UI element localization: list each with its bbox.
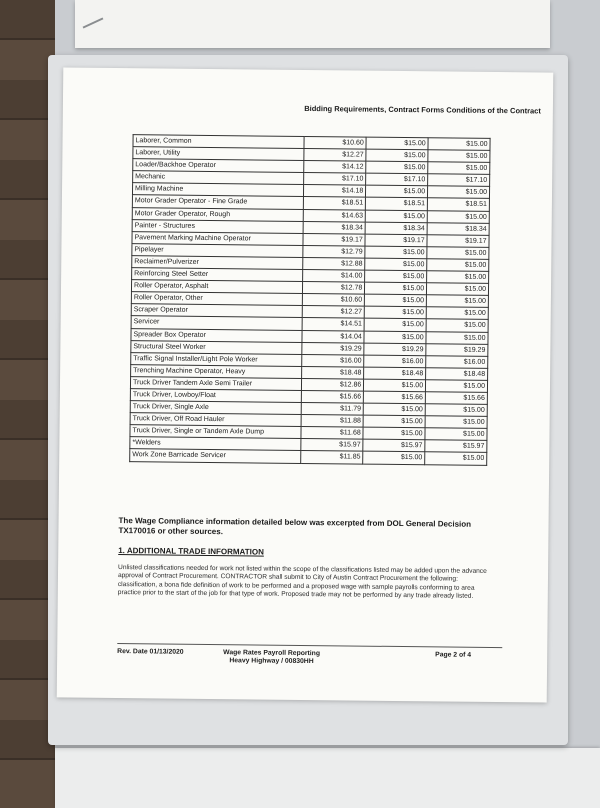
rate-cell: $19.29: [364, 343, 426, 356]
base-rate-cell: $12.78: [303, 282, 365, 295]
classification-cell: Motor Grader Operator, Rough: [132, 207, 304, 221]
base-rate-cell: $14.18: [304, 185, 366, 198]
classification-cell: Mechanic: [133, 171, 305, 185]
classification-cell: Reclaimer/Pulverizer: [132, 256, 304, 270]
classification-cell: Roller Operator, Other: [131, 292, 303, 306]
rate-cell: $15.00: [366, 161, 428, 174]
classification-cell: Roller Operator, Asphalt: [131, 280, 303, 294]
wage-table-body: [130, 135, 490, 465]
rate-cell: $15.00: [363, 452, 425, 465]
rate-cell: $15.00: [426, 380, 488, 393]
classification-cell: Pavement Marking Machine Operator: [132, 231, 304, 245]
rate-cell: $15.00: [427, 247, 489, 260]
rate-cell: $15.00: [366, 149, 428, 162]
base-rate-cell: $11.88: [301, 415, 363, 428]
base-rate-cell: $10.60: [303, 294, 365, 307]
base-rate-cell: $17.10: [304, 173, 366, 186]
rate-cell: $16.00: [426, 355, 488, 368]
footer-divider: [117, 643, 502, 648]
rate-cell: $15.00: [364, 379, 426, 392]
rate-cell: $15.00: [365, 282, 427, 295]
rate-cell: $15.97: [425, 440, 487, 453]
rate-cell: $15.00: [365, 210, 427, 223]
base-rate-cell: $10.60: [304, 136, 366, 149]
rate-cell: $15.00: [427, 271, 489, 284]
rate-cell: $15.00: [365, 270, 427, 283]
classification-cell: Spreader Box Operator: [131, 328, 303, 342]
base-rate-cell: $12.86: [302, 378, 364, 391]
rate-cell: $18.48: [426, 368, 488, 381]
base-rate-cell: $19.17: [303, 233, 365, 246]
rate-cell: $15.00: [366, 137, 428, 150]
rate-cell: $19.17: [427, 235, 489, 248]
rate-cell: $15.00: [426, 307, 488, 320]
classification-cell: Laborer, Common: [133, 135, 305, 149]
base-rate-cell: $15.97: [301, 439, 363, 452]
classification-cell: Traffic Signal Installer/Light Pole Worker: [131, 352, 303, 366]
base-rate-cell: $16.00: [302, 354, 364, 367]
classification-cell: Reinforcing Steel Setter: [132, 268, 304, 282]
rate-cell: $15.00: [364, 331, 426, 344]
rate-cell: $15.00: [366, 186, 428, 199]
rate-cell: $15.00: [427, 259, 489, 272]
rate-cell: $15.00: [425, 428, 487, 441]
wage-rate-table: [129, 134, 490, 465]
rate-cell: $15.00: [427, 210, 489, 223]
classification-cell: Trenching Machine Operator, Heavy: [131, 364, 303, 378]
adjacent-sheet-top: [75, 0, 550, 48]
adjacent-sheet-bottom: [55, 748, 600, 808]
rate-cell: $15.00: [365, 258, 427, 271]
classification-cell: Servicer: [131, 316, 303, 330]
rate-cell: $15.66: [364, 391, 426, 404]
base-rate-cell: $11.68: [301, 427, 363, 440]
footer-title-line2: Heavy Highway / 00830HH: [229, 657, 314, 666]
footer-title: [223, 649, 320, 666]
classification-cell: Truck Driver Tandem Axle Semi Trailer: [130, 377, 302, 391]
classification-cell: Truck Driver, Single Axle: [130, 401, 302, 415]
base-rate-cell: $14.04: [302, 330, 364, 343]
classification-cell: Truck Driver, Single or Tandem Axle Dump: [130, 425, 302, 439]
classification-cell: Pipelayer: [132, 244, 304, 258]
rate-cell: $15.00: [426, 295, 488, 308]
rate-cell: $15.00: [425, 416, 487, 429]
base-rate-cell: $11.79: [302, 403, 364, 416]
section-heading: 1. ADDITIONAL TRADE INFORMATION: [118, 546, 264, 557]
classification-cell: Loader/Backhoe Operator: [133, 159, 305, 173]
rate-cell: $15.00: [363, 403, 425, 416]
base-rate-cell: $15.66: [302, 390, 364, 403]
rate-cell: $15.00: [428, 138, 490, 151]
rate-cell: $15.00: [426, 331, 488, 344]
base-rate-cell: $18.48: [302, 366, 364, 379]
rate-cell: $15.00: [428, 162, 490, 175]
rate-cell: $17.10: [366, 173, 428, 186]
classification-cell: Truck Driver, Lowboy/Float: [130, 389, 302, 403]
footer-page-number: Page 2 of 4: [435, 651, 472, 659]
classification-cell: Scraper Operator: [131, 304, 303, 318]
rate-cell: $18.34: [427, 222, 489, 235]
rate-cell: $15.00: [363, 427, 425, 440]
rate-cell: $15.00: [364, 306, 426, 319]
footer-title-line1: Wage Rates Payroll Reporting: [223, 649, 321, 658]
rate-cell: $15.97: [363, 439, 425, 452]
page-header: Bidding Requirements, Contract Forms Conditions of the Contract: [304, 103, 541, 116]
rate-cell: $15.00: [363, 415, 425, 428]
rate-cell: $18.51: [427, 198, 489, 211]
base-rate-cell: $14.12: [304, 161, 366, 174]
base-rate-cell: $12.88: [303, 257, 365, 270]
rate-cell: $19.17: [365, 234, 427, 247]
classification-cell: Truck Driver, Off Road Hauler: [130, 413, 302, 427]
classification-cell: Laborer, Utility: [133, 147, 305, 161]
rate-cell: $18.34: [365, 222, 427, 235]
rate-cell: $19.29: [426, 343, 488, 356]
rate-cell: $18.51: [366, 198, 428, 211]
document-page: [57, 67, 554, 702]
base-rate-cell: $12.79: [303, 245, 365, 258]
rate-cell: $15.66: [425, 392, 487, 405]
base-rate-cell: $14.63: [304, 209, 366, 222]
rate-cell: $15.00: [425, 452, 487, 465]
classification-cell: Milling Machine: [132, 183, 304, 197]
rate-cell: $16.00: [364, 355, 426, 368]
base-rate-cell: $19.29: [302, 342, 364, 355]
base-rate-cell: $11.85: [301, 451, 363, 464]
classification-cell: Work Zone Barricade Servicer: [130, 449, 302, 463]
rate-cell: $15.00: [425, 404, 487, 417]
rate-cell: $15.00: [428, 150, 490, 163]
base-rate-cell: $18.51: [304, 197, 366, 210]
base-rate-cell: $12.27: [304, 149, 366, 162]
base-rate-cell: $12.27: [303, 306, 365, 319]
classification-cell: Structural Steel Worker: [131, 340, 303, 354]
base-rate-cell: $14.51: [302, 318, 364, 331]
classification-cell: *Welders: [130, 437, 302, 451]
rate-cell: $15.00: [364, 319, 426, 332]
rate-cell: $15.00: [427, 283, 489, 296]
base-rate-cell: $14.00: [303, 270, 365, 283]
classification-cell: Painter - Structures: [132, 219, 304, 233]
rate-cell: $15.00: [365, 246, 427, 259]
table-row: [130, 449, 487, 465]
footer-rev-date: Rev. Date 01/13/2020: [117, 648, 184, 656]
rate-cell: $17.10: [428, 174, 490, 187]
compliance-paragraph: The Wage Compliance information detailed below was excerpted from DOL General Decision TX170016 or other sources.: [118, 516, 472, 537]
rate-cell: $15.00: [365, 294, 427, 307]
classification-cell: Motor Grader Operator - Fine Grade: [132, 195, 304, 209]
rate-cell: $18.48: [364, 367, 426, 380]
section-body: Unlisted classifications needed for work not listed within the scope of the classifications listed may be added upon the advance approval of Contract Procurement. CONTRACTOR shall submit to City of Austin Contract Procurement the following: classification, a bona fide definition of work to be performed and a proposed wage with sample payrolls conforming to area practice prior to the start of the job for that type of work. Proposed trade may not be performed by any trade already listed.: [117, 564, 487, 600]
base-rate-cell: $18.34: [303, 221, 365, 234]
rate-cell: $15.00: [426, 319, 488, 332]
rate-cell: $15.00: [428, 186, 490, 199]
